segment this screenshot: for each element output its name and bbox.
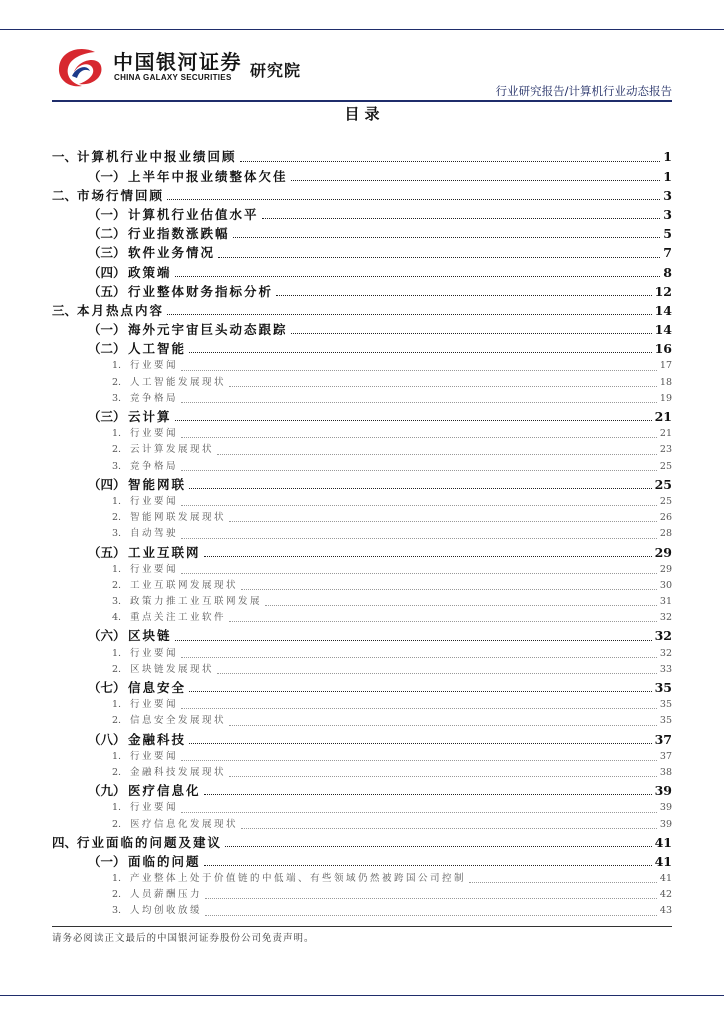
dot-leader [241, 589, 657, 590]
toc-page-number: 5 [663, 226, 672, 242]
dot-leader [229, 776, 657, 777]
toc-entry-title: 竞争格局 [130, 460, 179, 472]
dot-leader [204, 794, 652, 795]
toc-section-entry[interactable] [52, 407, 672, 426]
toc-entry-title: 信息安全 [128, 680, 187, 695]
toc-entry-number: 2. [112, 376, 122, 388]
toc-subsection-entry[interactable] [52, 391, 672, 407]
toc-entry-number: 一、 [52, 149, 78, 165]
toc-subsection-entry[interactable] [52, 494, 672, 510]
toc-entry-number: 2. [112, 512, 122, 524]
toc-section-entry[interactable] [52, 282, 672, 301]
report-type-label: 行业研究报告/计算机行业动态报告 [495, 84, 672, 98]
toc-entry-number: （一） [88, 206, 126, 222]
toc-page-number: 3 [663, 187, 672, 203]
dot-leader [265, 605, 657, 606]
table-of-contents [52, 147, 672, 919]
toc-entry-number: （二） [88, 341, 126, 357]
toc-entry-title: 行业要闻 [130, 802, 179, 814]
dot-leader [233, 237, 661, 238]
toc-entry-number: 2. [112, 579, 122, 591]
toc-subsection-entry[interactable] [52, 662, 672, 678]
toc-entry-number: （四） [88, 476, 126, 492]
dot-leader [181, 437, 657, 438]
toc-page-number: 35 [659, 699, 672, 711]
toc-entry-number: 2. [112, 663, 122, 675]
toc-entry-number: 3. [112, 905, 122, 917]
footer-divider [52, 926, 672, 927]
toc-entry-number: 3. [112, 528, 122, 540]
toc-subsection-entry[interactable] [52, 800, 672, 816]
dot-leader [181, 370, 657, 371]
toc-page-number: 19 [659, 392, 672, 404]
toc-page-number: 7 [663, 245, 672, 261]
toc-subsection-entry[interactable] [52, 749, 672, 765]
toc-page-number: 38 [659, 766, 672, 778]
toc-entry-title: 面临的问题 [128, 853, 201, 869]
dot-leader [469, 882, 657, 883]
toc-entry-title: 工业互联网 [128, 544, 201, 560]
toc-page-number: 43 [659, 905, 672, 917]
toc-entry-title: 政策端 [128, 264, 172, 280]
toc-section-entry[interactable] [52, 543, 672, 562]
toc-entry-title: 行业要闻 [130, 360, 179, 372]
toc-entry-number: 2. [112, 818, 122, 830]
toc-page-number: 41 [654, 834, 672, 850]
header-top-rule [0, 29, 724, 30]
dot-leader [205, 898, 657, 899]
toc-page-number: 25 [654, 476, 672, 492]
toc-section-entry[interactable] [52, 339, 672, 358]
toc-entry-number: 1. [112, 750, 122, 762]
toc-entry-number: 1. [112, 699, 122, 711]
toc-page-number: 21 [659, 428, 672, 440]
dot-leader [217, 454, 657, 455]
toc-page-number: 1 [663, 168, 672, 184]
toc-chapter-entry[interactable] [52, 833, 672, 852]
toc-page-number: 29 [654, 544, 672, 560]
toc-entry-title: 行业面临的问题及建议 [77, 834, 223, 850]
toc-entry-number: （一） [88, 168, 126, 184]
dot-leader [218, 257, 660, 258]
toc-entry-number: （一） [88, 853, 126, 869]
toc-chapter-entry[interactable] [52, 186, 672, 205]
dot-leader [175, 276, 661, 277]
dot-leader [276, 295, 652, 296]
toc-entry-title: 行业要闻 [130, 428, 179, 440]
toc-page-number: 41 [659, 873, 672, 885]
toc-page-number: 23 [659, 444, 672, 456]
toc-subsection-entry[interactable] [52, 510, 672, 526]
toc-entry-title: 信息安全发展现状 [130, 715, 227, 727]
toc-page-number: 39 [659, 802, 672, 814]
dot-leader [181, 573, 657, 574]
toc-entry-title: 智能网联 [128, 476, 187, 492]
toc-section-entry[interactable] [52, 475, 672, 494]
toc-entry-title: 自动驾驶 [130, 528, 179, 540]
toc-subsection-entry[interactable] [52, 817, 672, 833]
toc-entry-number: 3. [112, 596, 122, 608]
toc-page-number: 14 [654, 322, 672, 338]
dot-leader [181, 657, 657, 658]
toc-entry-number: 1. [112, 360, 122, 372]
toc-entry-number: （二） [88, 226, 126, 242]
toc-subsection-entry[interactable] [52, 887, 672, 903]
toc-entry-title: 行业要闻 [130, 647, 179, 659]
toc-entry-number: 2. [112, 715, 122, 727]
header-divider [52, 100, 672, 102]
toc-section-entry[interactable] [52, 626, 672, 645]
toc-subsection-entry[interactable] [52, 903, 672, 919]
toc-page-number: 31 [659, 596, 672, 608]
toc-entry-title: 竞争格局 [130, 392, 179, 404]
toc-entry-number: （五） [88, 544, 126, 560]
dot-leader [175, 640, 652, 641]
toc-page-number: 17 [659, 360, 672, 372]
toc-subsection-entry[interactable] [52, 610, 672, 626]
dot-leader [181, 538, 657, 539]
toc-section-entry[interactable] [52, 781, 672, 800]
toc-subsection-entry[interactable] [52, 526, 672, 542]
dot-leader [167, 314, 652, 315]
dot-leader [189, 488, 652, 489]
toc-section-entry[interactable] [52, 852, 672, 871]
toc-entry-number: （六） [88, 628, 126, 644]
toc-entry-title: 金融科技 [128, 731, 187, 747]
toc-subsection-entry[interactable] [52, 442, 672, 458]
dot-leader [189, 352, 652, 353]
dot-leader [175, 420, 652, 421]
toc-subsection-entry[interactable] [52, 562, 672, 578]
toc-entry-title: 海外元宇宙巨头动态跟踪 [128, 322, 288, 338]
toc-section-entry[interactable] [52, 167, 672, 186]
toc-section-entry[interactable] [52, 263, 672, 282]
page-title: 目录 [344, 105, 385, 123]
toc-page-number: 26 [659, 512, 672, 524]
toc-entry-number: 四、 [52, 834, 78, 850]
toc-entry-number: 1. [112, 647, 122, 659]
toc-entry-title: 云计算发展现状 [130, 444, 215, 456]
toc-subsection-entry[interactable] [52, 871, 672, 887]
toc-page-number: 12 [654, 283, 672, 299]
toc-entry-number: 1. [112, 802, 122, 814]
toc-page-number: 1 [663, 149, 672, 165]
toc-entry-number: （八） [88, 731, 126, 747]
toc-entry-title: 医疗信息化 [128, 783, 201, 799]
dot-leader [225, 846, 652, 847]
toc-page-number: 3 [663, 206, 672, 222]
toc-subsection-entry[interactable] [52, 426, 672, 442]
toc-section-entry[interactable] [52, 320, 672, 339]
toc-entry-number: 1. [112, 563, 122, 575]
toc-page-number: 25 [659, 495, 672, 507]
toc-entry-title: 行业要闻 [130, 563, 179, 575]
toc-entry-title: 区块链发展现状 [130, 663, 215, 675]
dot-leader [189, 743, 652, 744]
toc-entry-title: 金融科技发展现状 [130, 766, 227, 778]
toc-section-entry[interactable] [52, 730, 672, 749]
galaxy-logo-icon [55, 45, 105, 89]
toc-entry-title: 产业整体上处于价值链的中低端、有些领域仍然被跨国公司控制 [130, 873, 467, 885]
toc-page-number: 35 [659, 715, 672, 727]
dot-leader [262, 218, 661, 219]
toc-page-number: 41 [654, 853, 672, 869]
toc-subsection-entry[interactable] [52, 375, 672, 391]
toc-page-number: 21 [654, 409, 672, 424]
dot-leader [229, 521, 657, 522]
toc-entry-number: 1. [112, 495, 122, 507]
toc-entry-number: 4. [112, 612, 122, 624]
toc-page-number: 18 [659, 376, 672, 388]
toc-entry-title: 本月热点内容 [77, 302, 165, 318]
institute-label: 研究院 [250, 61, 302, 80]
dot-leader [181, 470, 657, 471]
toc-entry-title: 行业要闻 [130, 495, 179, 507]
toc-entry-number: （五） [88, 283, 126, 299]
dot-leader [181, 402, 657, 403]
toc-entry-title: 上半年中报业绩整体欠佳 [128, 168, 288, 184]
toc-page-number: 8 [663, 264, 672, 280]
toc-page-number: 37 [654, 731, 672, 747]
toc-entry-title: 人工智能 [128, 341, 187, 357]
toc-entry-title: 行业要闻 [130, 699, 179, 711]
toc-subsection-entry[interactable] [52, 358, 672, 374]
toc-subsection-entry[interactable] [52, 578, 672, 594]
toc-entry-number: 三、 [52, 302, 78, 318]
toc-entry-title: 软件业务情况 [128, 245, 216, 261]
toc-page-number: 42 [659, 889, 672, 901]
toc-entry-number: 2. [112, 889, 122, 901]
toc-section-entry[interactable] [52, 224, 672, 243]
toc-entry-title: 市场行情回顾 [77, 187, 165, 203]
toc-entry-title: 人均创收放缓 [130, 905, 203, 917]
toc-entry-number: （七） [88, 680, 126, 695]
toc-entry-number: 1. [112, 873, 122, 885]
toc-page-number: 29 [659, 563, 672, 575]
toc-page-number: 33 [659, 663, 672, 675]
dot-leader [205, 915, 657, 916]
toc-entry-number: （四） [88, 264, 126, 280]
toc-page-number: 30 [659, 579, 672, 591]
dot-leader [217, 673, 657, 674]
toc-entry-title: 医疗信息化发展现状 [130, 818, 239, 830]
dot-leader [167, 199, 660, 200]
dot-leader [181, 505, 657, 506]
toc-entry-number: 3. [112, 392, 122, 404]
toc-section-entry[interactable] [52, 205, 672, 224]
brand-name-cn: 中国银河证券 [113, 50, 242, 74]
toc-page-number: 37 [659, 750, 672, 762]
toc-page-number: 16 [654, 341, 672, 357]
dot-leader [229, 725, 657, 726]
toc-page-number: 32 [659, 647, 672, 659]
dot-leader [229, 621, 657, 622]
toc-page-number: 39 [654, 783, 672, 799]
toc-page-number: 28 [659, 528, 672, 540]
toc-entry-title: 区块链 [128, 628, 172, 644]
toc-subsection-entry[interactable] [52, 713, 672, 729]
toc-entry-title: 云计算 [128, 409, 172, 424]
dot-leader [229, 386, 657, 387]
page-bottom-rule [0, 995, 724, 996]
toc-entry-title: 行业指数涨跌幅 [128, 226, 230, 242]
toc-section-entry[interactable] [52, 678, 672, 697]
toc-entry-title: 人员薪酬压力 [130, 889, 203, 901]
toc-entry-title: 行业要闻 [130, 750, 179, 762]
toc-page-number: 35 [654, 680, 672, 695]
toc-page-number: 25 [659, 460, 672, 472]
toc-entry-title: 行业整体财务指标分析 [128, 283, 274, 299]
toc-entry-number: （三） [88, 245, 126, 261]
toc-page-number: 39 [659, 818, 672, 830]
toc-entry-number: 1. [112, 428, 122, 440]
toc-entry-number: （三） [88, 409, 126, 424]
toc-page-number: 14 [654, 302, 672, 318]
toc-chapter-entry[interactable] [52, 147, 672, 166]
dot-leader [241, 828, 657, 829]
dot-leader [181, 708, 657, 709]
toc-entry-number: 二、 [52, 187, 78, 203]
toc-entry-number: （九） [88, 783, 126, 799]
dot-leader [181, 760, 657, 761]
toc-subsection-entry[interactable] [52, 765, 672, 781]
dot-leader [291, 333, 652, 334]
toc-chapter-entry[interactable] [52, 301, 672, 320]
dot-leader [291, 180, 661, 181]
toc-page-number: 32 [659, 612, 672, 624]
brand-name-en: CHINA GALAXY SECURITIES [114, 73, 232, 82]
toc-entry-number: 3. [112, 460, 122, 472]
toc-entry-number: 2. [112, 444, 122, 456]
toc-subsection-entry[interactable] [52, 459, 672, 475]
toc-entry-number: 2. [112, 766, 122, 778]
toc-entry-title: 计算机行业中报业绩回顾 [77, 149, 237, 165]
toc-entry-title: 政策力推工业互联网发展 [130, 596, 263, 608]
toc-entry-title: 智能网联发展现状 [130, 512, 227, 524]
toc-entry-title: 重点关注工业软件 [130, 612, 227, 624]
toc-entry-title: 人工智能发展现状 [130, 376, 227, 388]
toc-entry-number: （一） [88, 322, 126, 338]
dot-leader [204, 556, 652, 557]
toc-subsection-entry[interactable] [52, 594, 672, 610]
toc-entry-title: 工业互联网发展现状 [130, 579, 239, 591]
footer-disclaimer: 请务必阅读正文最后的中国银河证券股份公司免责声明。 [52, 933, 315, 944]
toc-entry-title: 计算机行业估值水平 [128, 206, 259, 222]
toc-subsection-entry[interactable] [52, 697, 672, 713]
toc-section-entry[interactable] [52, 243, 672, 262]
dot-leader [204, 865, 652, 866]
dot-leader [240, 161, 661, 162]
dot-leader [189, 691, 652, 692]
toc-page-number: 32 [654, 628, 672, 644]
dot-leader [181, 812, 657, 813]
toc-subsection-entry[interactable] [52, 646, 672, 662]
